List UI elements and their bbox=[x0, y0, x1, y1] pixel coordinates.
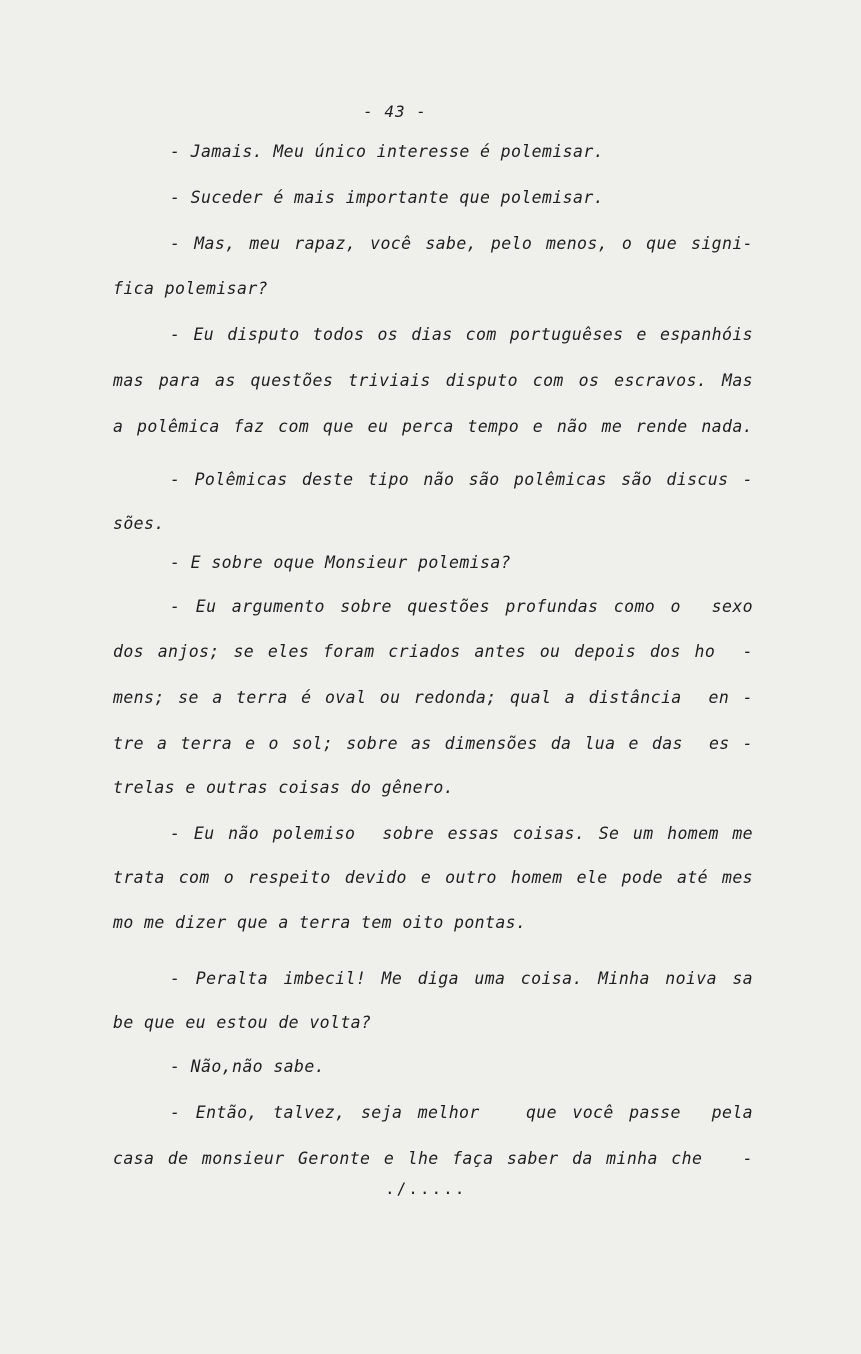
text-line: trelas e outras coisas do gênero. bbox=[113, 778, 455, 797]
text-line: - Não,não sabe. bbox=[170, 1057, 326, 1076]
text-line: - Peralta imbecil! Me diga uma coisa. Minha noiva sa bbox=[170, 969, 753, 988]
text-line: trata com o respeito devido e outro homem ele pode até mes bbox=[113, 868, 753, 887]
text-line: - Polêmicas deste tipo não são polêmicas são discus - bbox=[170, 470, 753, 489]
text-line: - E sobre oque Monsieur polemisa? bbox=[170, 553, 512, 572]
text-line: fica polemisar? bbox=[113, 279, 269, 298]
text-line: - Eu não polemiso sobre essas coisas. Se um homem me bbox=[170, 824, 753, 843]
text-line: - Jamais. Meu único interesse é polemisar. bbox=[170, 142, 605, 161]
text-line: - Suceder é mais importante que polemisar. bbox=[170, 188, 605, 207]
text-line: mas para as questões triviais disputo com os escravos. Mas bbox=[113, 371, 753, 390]
text-line: - Então, talvez, seja melhor que você passe pela bbox=[170, 1103, 753, 1122]
text-line: - Eu argumento sobre questões profundas como o sexo bbox=[170, 597, 753, 616]
text-line: mens; se a terra é oval ou redonda; qual a distância en - bbox=[113, 688, 753, 707]
text-line: be que eu estou de volta? bbox=[113, 1013, 372, 1032]
continuation-mark: ./..... bbox=[385, 1179, 467, 1198]
text-line: - Eu disputo todos os dias com portuguêses e espanhóis bbox=[170, 325, 753, 344]
text-line: casa de monsieur Geronte e lhe faça saber da minha che - bbox=[113, 1149, 753, 1168]
text-line: dos anjos; se eles foram criados antes ou depois dos ho - bbox=[113, 642, 753, 661]
text-line: sões. bbox=[113, 514, 165, 533]
text-line: - Mas, meu rapaz, você sabe, pelo menos, o que signi- bbox=[170, 234, 753, 253]
text-line: a polêmica faz com que eu perca tempo e não me rende nada. bbox=[113, 417, 753, 436]
text-line: tre a terra e o sol; sobre as dimensões da lua e das es - bbox=[113, 734, 753, 753]
text-line: mo me dizer que a terra tem oito pontas. bbox=[113, 913, 527, 932]
page-number: - 43 - bbox=[363, 102, 427, 121]
